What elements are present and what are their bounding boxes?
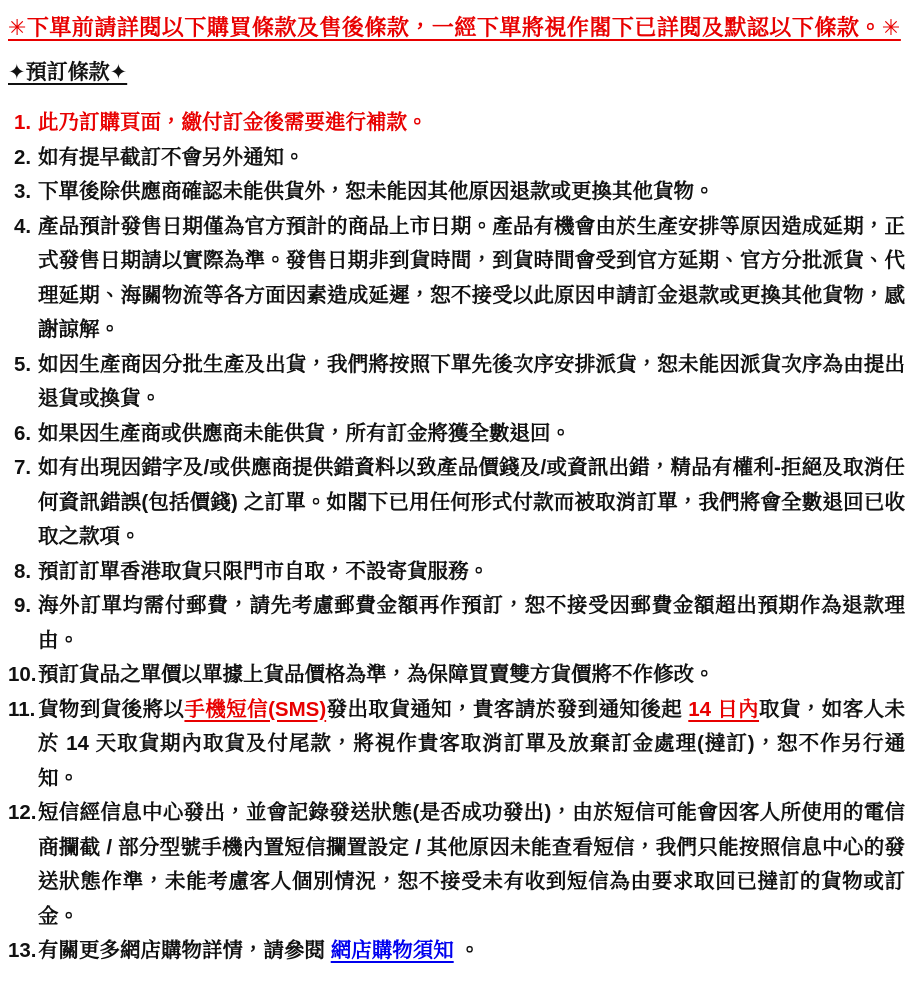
term-item-10 <box>8 658 905 693</box>
term-item-5 <box>8 348 905 417</box>
term-text <box>38 934 905 969</box>
section-title: ✦預訂條款✦ <box>8 61 128 84</box>
term-text <box>38 175 905 210</box>
term-text <box>38 796 905 934</box>
term-text <box>38 589 905 658</box>
term-text-segment: 如有提早截訂不會另外通知。 <box>38 145 305 169</box>
term-number: 5. <box>14 352 32 376</box>
term-text <box>38 658 905 693</box>
term-text <box>38 693 905 797</box>
term-item-2 <box>8 141 905 176</box>
term-item-3 <box>8 175 905 210</box>
term-text <box>38 348 905 417</box>
term-text <box>38 141 905 176</box>
purchase-notice-header: ✳下單前請詳閱以下購買條款及售後條款，一經下單將視作閣下已詳閱及默認以下條款。✳ <box>8 15 901 40</box>
term-number: 10. <box>8 663 37 686</box>
term-number: 12. <box>8 801 37 824</box>
term-number: 13. <box>8 939 37 962</box>
term-item-12 <box>8 796 905 934</box>
term-text-segment: 預訂訂單香港取貨只限門市自取，不設寄貨服務。 <box>38 559 489 583</box>
term-number: 9. <box>14 594 32 617</box>
term-text <box>38 555 905 590</box>
term-text <box>38 417 905 452</box>
terms-list <box>8 106 905 969</box>
term-number: 6. <box>14 421 32 445</box>
shopping-guide-link[interactable]: 網店購物須知 <box>330 939 454 962</box>
term-item-7 <box>8 451 905 555</box>
term-number: 4. <box>14 214 32 238</box>
term-text-segment: 有關更多網店購物詳情，請參閱 <box>38 939 331 962</box>
term-text-segment: 下單後除供應商確認未能供貨外，恕未能因其他原因退款或更換其他貨物。 <box>38 180 715 203</box>
term-text-segment: 。 <box>453 939 480 962</box>
term-text <box>38 106 905 141</box>
term-text-segment: 此乃訂購頁面，繳付訂金後需要進行補款。 <box>38 111 428 134</box>
term-number: 2. <box>14 145 32 169</box>
term-text-segment: 短信經信息中心發出，並會記錄發送狀態(是否成功發出)，由於短信可能會因客人所使用的電信商攔截 / 部分型號手機內置短信攔置設定 / 其他原因未能查看短信，我們只能按照信息中心的發送狀態作準，未能考慮客人個別情況，恕不接受未有收到短信為由要求取回已撻訂的貨物或訂金。 <box>38 801 905 928</box>
term-number: 1. <box>14 111 32 134</box>
term-text <box>38 451 905 555</box>
term-item-4 <box>8 210 905 348</box>
term-text-segment: 預訂貨品之單價以單據上貨品價格為準，為保障買賣雙方貨價將不作修改。 <box>38 663 715 686</box>
term-text-segment: 如因生產商因分批生產及出貨，我們將按照下單先後次序安排派貨，恕未能因派貨次序為由提出退貨或換貨。 <box>38 352 905 410</box>
term-text <box>38 210 905 348</box>
term-text-segment: 產品預計發售日期僅為官方預計的商品上市日期。產品有機會由於生產安排等原因造成延期，正式發售日期請以實際為準。發售日期非到貨時間，到貨時間會受到官方延期、官方分批派貨、代理延期、海關物流等各方面因素造成延遲，恕不接受以此原因申請訂金退款或更換其他貨物，感謝諒解。 <box>38 214 905 341</box>
term-item-11 <box>8 693 905 797</box>
term-text-segment: 海外訂單均需付郵費，請先考慮郵費金額再作預訂，恕不接受因郵費金額超出預期作為退款理由。 <box>38 594 905 652</box>
highlighted-term-segment: 14 日內 <box>688 697 760 721</box>
term-number: 11. <box>8 697 36 721</box>
term-text-segment: 貨物到貨後將以 <box>38 697 185 721</box>
term-text-segment: 如果因生產商或供應商未能供貨，所有訂金將獲全數退回。 <box>38 421 571 445</box>
term-number: 7. <box>14 456 32 479</box>
term-item-9 <box>8 589 905 658</box>
term-number: 8. <box>14 559 32 583</box>
term-number: 3. <box>14 180 32 203</box>
term-text-segment: 如有出現因錯字及/或供應商提供錯資料以致產品價錢及/或資訊出錯，精品有權利-拒絕及取消任何資訊錯誤(包括價錢) 之訂單。如閣下已用任何形式付款而被取消訂單，我們將會全數退回已收取之款項。 <box>38 456 905 548</box>
term-item-13 <box>8 934 905 969</box>
term-item-8 <box>8 555 905 590</box>
term-text-segment: 取貨，如客人未於 14 天取貨期內取貨及付尾款，將視作貴客取消訂單及放棄訂金處理(撻訂)，恕不作另行通知。 <box>38 697 906 790</box>
term-item-1 <box>8 106 905 141</box>
term-item-6 <box>8 417 905 452</box>
highlighted-term-segment: 手機短信(SMS) <box>184 697 327 721</box>
term-text-segment: 發出取貨通知，貴客請於發到通知後起 <box>326 697 689 721</box>
